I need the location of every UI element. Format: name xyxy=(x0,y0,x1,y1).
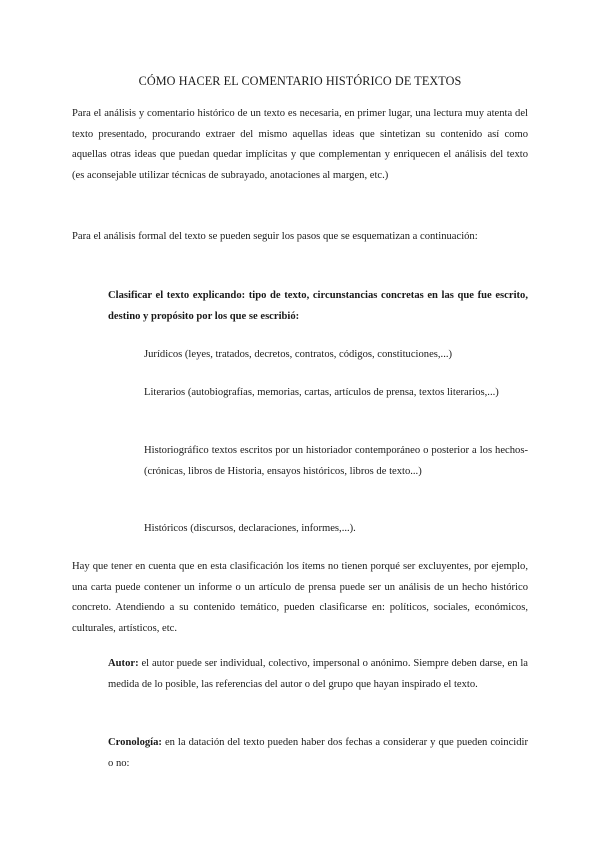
cronologia-paragraph xyxy=(108,733,528,774)
classification-note: Hay que tener en cuenta que en esta clasificación los ítems no tienen porqué ser excluyentes, por ejemplo, una carta puede contener un informe o un artículo de prensa puede ser un análisis de un hecho histórico concreto. Atendiendo a su contenido temático, pueden clasificarse en: políticos, sociales, económicos, culturales, artísticos, etc. xyxy=(72,561,528,634)
type-historiografico: Historiográfico textos escritos por un historiador contemporáneo o posterior a los hechos- (crónicas, libros de Historia, ensayos históricos, libros de texto...) xyxy=(144,445,528,477)
formal-analysis-intro: Para el análisis formal del texto se pueden seguir los pasos que se esquematizan a continuación: xyxy=(72,231,478,242)
cronologia-label: Cronología: xyxy=(108,737,162,748)
type-historicos: Históricos (discursos, declaraciones, informes,...). xyxy=(144,523,356,534)
cronologia-text: en la datación del texto pueden haber dos fechas a considerar y que pueden coincidir o no: xyxy=(108,737,528,769)
type-juridicos: Jurídicos (leyes, tratados, decretos, contratos, códigos, constituciones,...) xyxy=(144,349,453,360)
autor-paragraph xyxy=(108,654,528,695)
intro-paragraph: Para el análisis y comentario histórico de un texto es necesaria, en primer lugar, una lectura muy atenta del texto presentado, procurando extraer del mismo aquellas ideas que sintetizan su contenido así como aquellas otras ideas que puedan quedar implícitas y que complementan y enriquecen el análisis del texto (es aconsejable utilizar técnicas de subrayado, anotaciones al margen, etc.) xyxy=(72,108,528,181)
document-title: CÓMO HACER EL COMENTARIO HISTÓRICO DE TEXTOS xyxy=(138,74,462,88)
autor-label: Autor: xyxy=(108,658,139,669)
autor-text: el autor puede ser individual, colectivo, impersonal o anónimo. Siempre deben darse, en la medida de lo posible, las referencias del autor o del grupo que hayan inspirado el texto. xyxy=(108,658,528,690)
type-literarios: Literarios (autobiografías, memorias, cartas, artículos de prensa, textos literarios,...) xyxy=(144,387,499,398)
classify-heading: Clasificar el texto explicando: tipo de texto, circunstancias concretas en las que fue escrito, destino y propósito por los que se escribió: xyxy=(108,290,528,322)
